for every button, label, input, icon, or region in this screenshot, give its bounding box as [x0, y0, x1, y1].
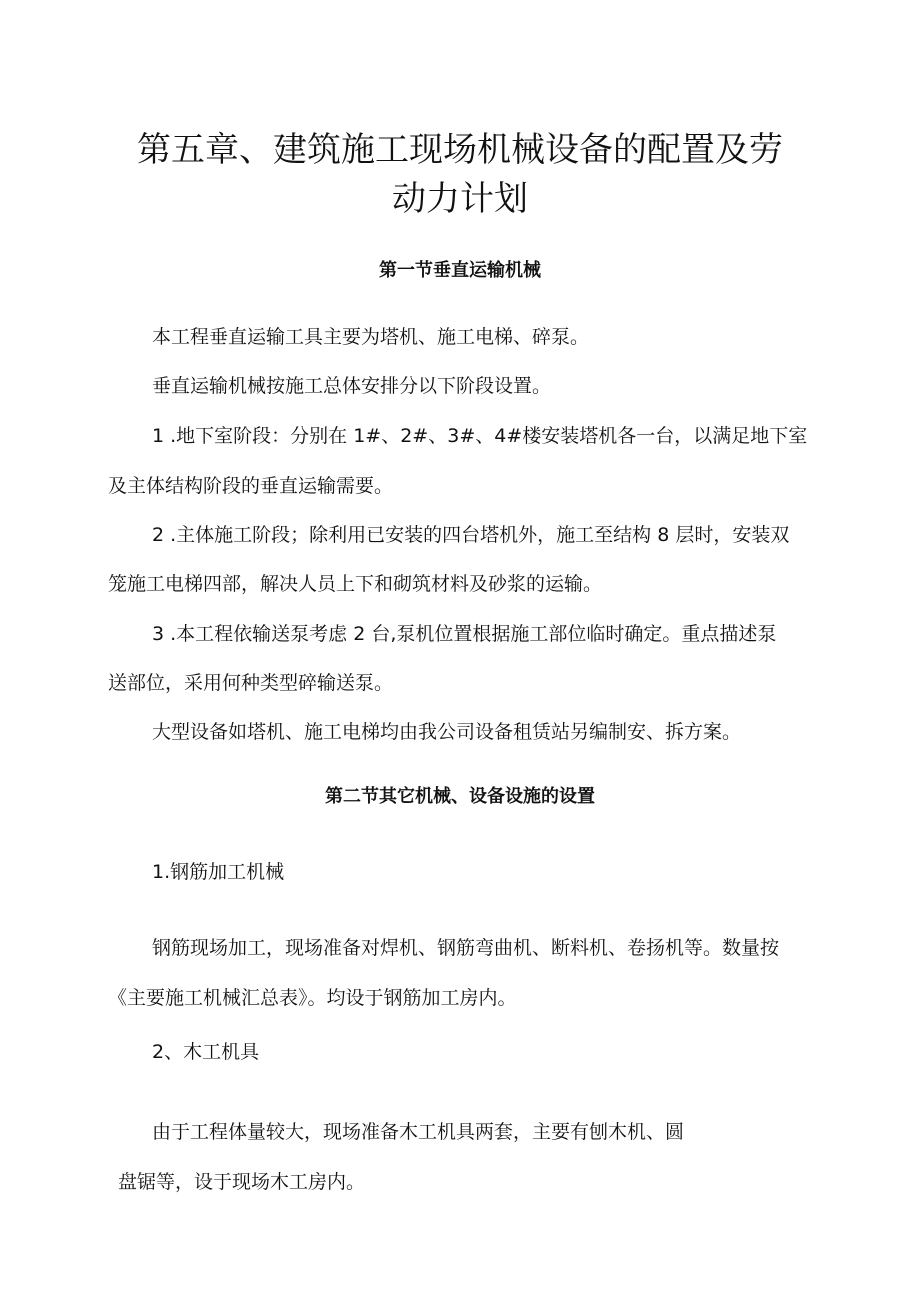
rebar-paragraph-line-2: 《主要施工机械汇总表》。均设于钢筋加工房内。	[108, 987, 517, 1009]
section-2-heading: 第二节其它机械、设备设施的设置	[325, 786, 595, 807]
paragraph-vertical-transport-tools: 本工程垂直运输工具主要为塔机、施工电梯、碎泵。	[152, 326, 590, 348]
chapter-title-line-2: 动力计划	[392, 179, 528, 219]
item-2-line-2: 笼施工电梯四部，解决人员上下和砌筑材料及砂浆的运输。	[108, 573, 603, 595]
section-1-heading: 第一节垂直运输机械	[379, 260, 541, 281]
paragraph-stage-arrangement: 垂直运输机械按施工总体安排分以下阶段设置。	[152, 375, 552, 397]
rebar-paragraph-line-1: 钢筋现场加工，现场准备对焊机、钢筋弯曲机、断料机、卷扬机等。数量按	[152, 937, 780, 959]
paragraph-large-equipment: 大型设备如塔机、施工电梯均由我公司设备租赁站另编制安、拆方案。	[152, 721, 742, 743]
item-1-line-2: 及主体结构阶段的垂直运输需要。	[108, 475, 394, 497]
item-1-line-1: 1 .地下室阶段：分别在 1#、2#、3#、4#楼安装塔机各一台，以满足地下室	[152, 425, 808, 447]
item-3-line-2: 送部位，采用何种类型碎输送泵。	[108, 672, 394, 694]
subsection-rebar-machinery-heading: 1.钢筋加工机械	[152, 861, 285, 883]
item-2-line-1: 2 .主体施工阶段；除利用已安装的四台塔机外，施工至结构 8 层时，安装双	[152, 524, 790, 546]
woodwork-paragraph-line-2: 盘锯等，设于现场木工房内。	[118, 1171, 366, 1193]
chapter-title-line-1: 第五章、建筑施工现场机械设备的配置及劳	[137, 130, 783, 170]
item-3-line-1: 3 .本工程依输送泵考虑 2 台,泵机位置根据施工部位临时确定。重点描述泵	[152, 623, 777, 645]
woodwork-paragraph-line-1: 由于工程体量较大，现场准备木工机具两套，主要有刨木机、圆	[152, 1121, 685, 1143]
subsection-woodwork-heading: 2、木工机具	[152, 1041, 260, 1063]
